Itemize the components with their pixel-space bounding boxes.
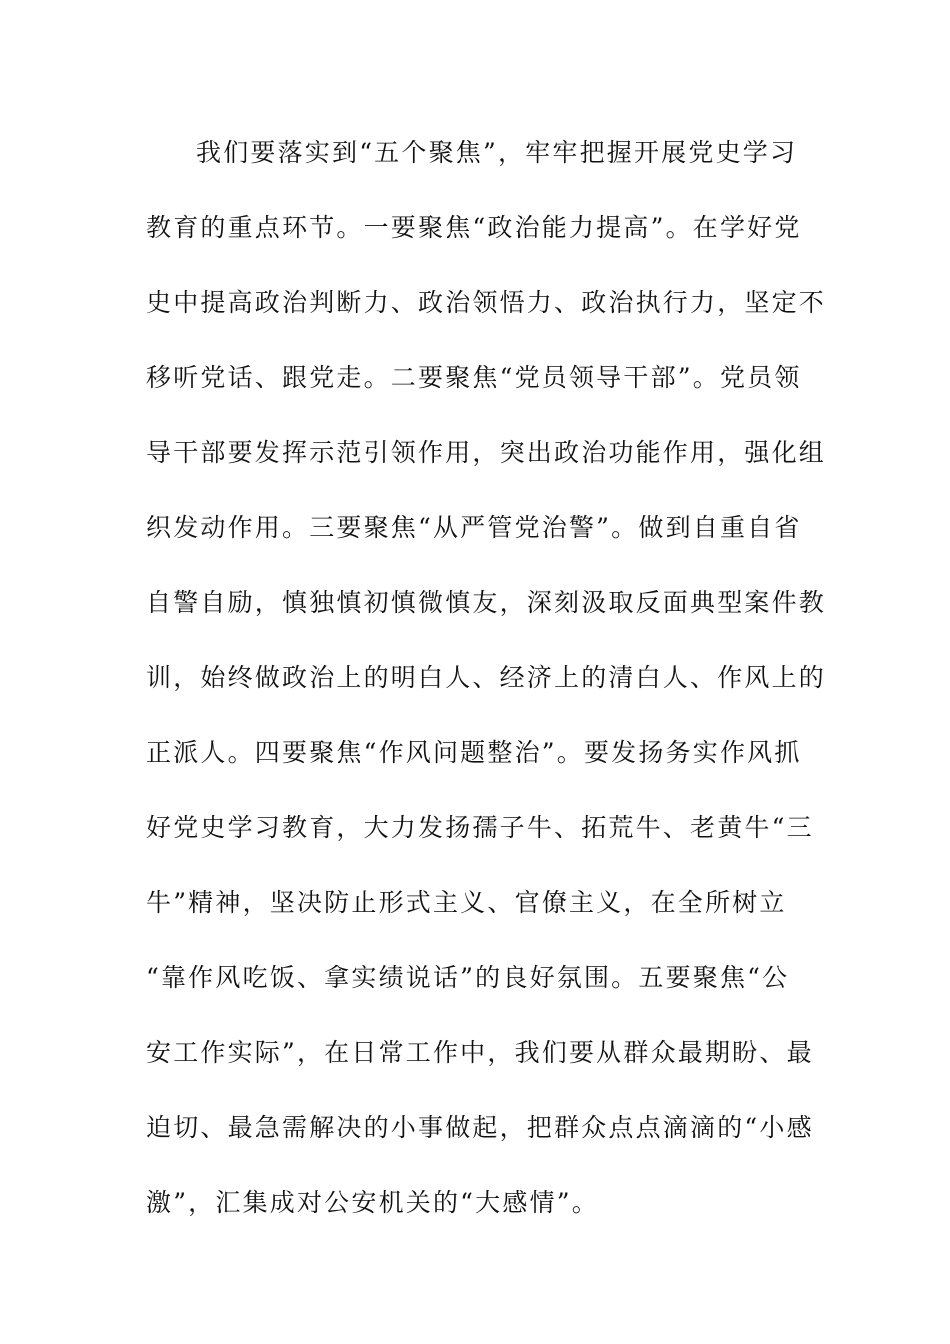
paragraph-line-6: 织发动作用。三要聚焦“从严管党治警”。做到自重自省: [146, 513, 802, 542]
paragraph-line-8: 训，始终做政治上的明白人、经济上的清白人、作风上的: [146, 663, 827, 692]
paragraph-line-15: 激”，汇集成对公安机关的“大感情”。: [146, 1188, 599, 1217]
paragraph-line-7: 自警自励，慎独慎初慎微慎友，深刻汲取反面典型案件教: [146, 588, 827, 617]
body-paragraph: [146, 132, 827, 1257]
paragraph-line-3: 史中提高政治判断力、政治领悟力、政治执行力，坚定不: [146, 288, 827, 317]
paragraph-line-14: 迫切、最急需解决的小事做起，把群众点点滴滴的“小感: [146, 1113, 814, 1142]
paragraph-line-2: 教育的重点环节。一要聚焦“政治能力提高”。在学好党: [146, 213, 802, 242]
paragraph-line-10: 好党史学习教育，大力发扬孺子牛、拓荒牛、老黄牛“三: [146, 813, 814, 842]
paragraph-line-4: 移听党话、跟党走。二要聚焦“党员领导干部”。党员领: [146, 363, 802, 392]
paragraph-line-13: 安工作实际”，在日常工作中，我们要从群众最期盼、最: [146, 1038, 814, 1067]
paragraph-line-1: 我们要落实到“五个聚焦”，牢牢把握开展党史学习: [196, 138, 798, 167]
paragraph-line-9: 正派人。四要聚焦“作风问题整治”。要发扬务实作风抓: [146, 738, 802, 767]
paragraph-line-11: 牛”精神，坚决防止形式主义、官僚主义，在全所树立: [146, 888, 787, 917]
paragraph-line-5: 导干部要发挥示范引领作用，突出政治功能作用，强化组: [146, 438, 827, 467]
paragraph-line-12: “靠作风吃饭、拿实绩说话”的良好氛围。五要聚焦“公: [146, 963, 790, 992]
